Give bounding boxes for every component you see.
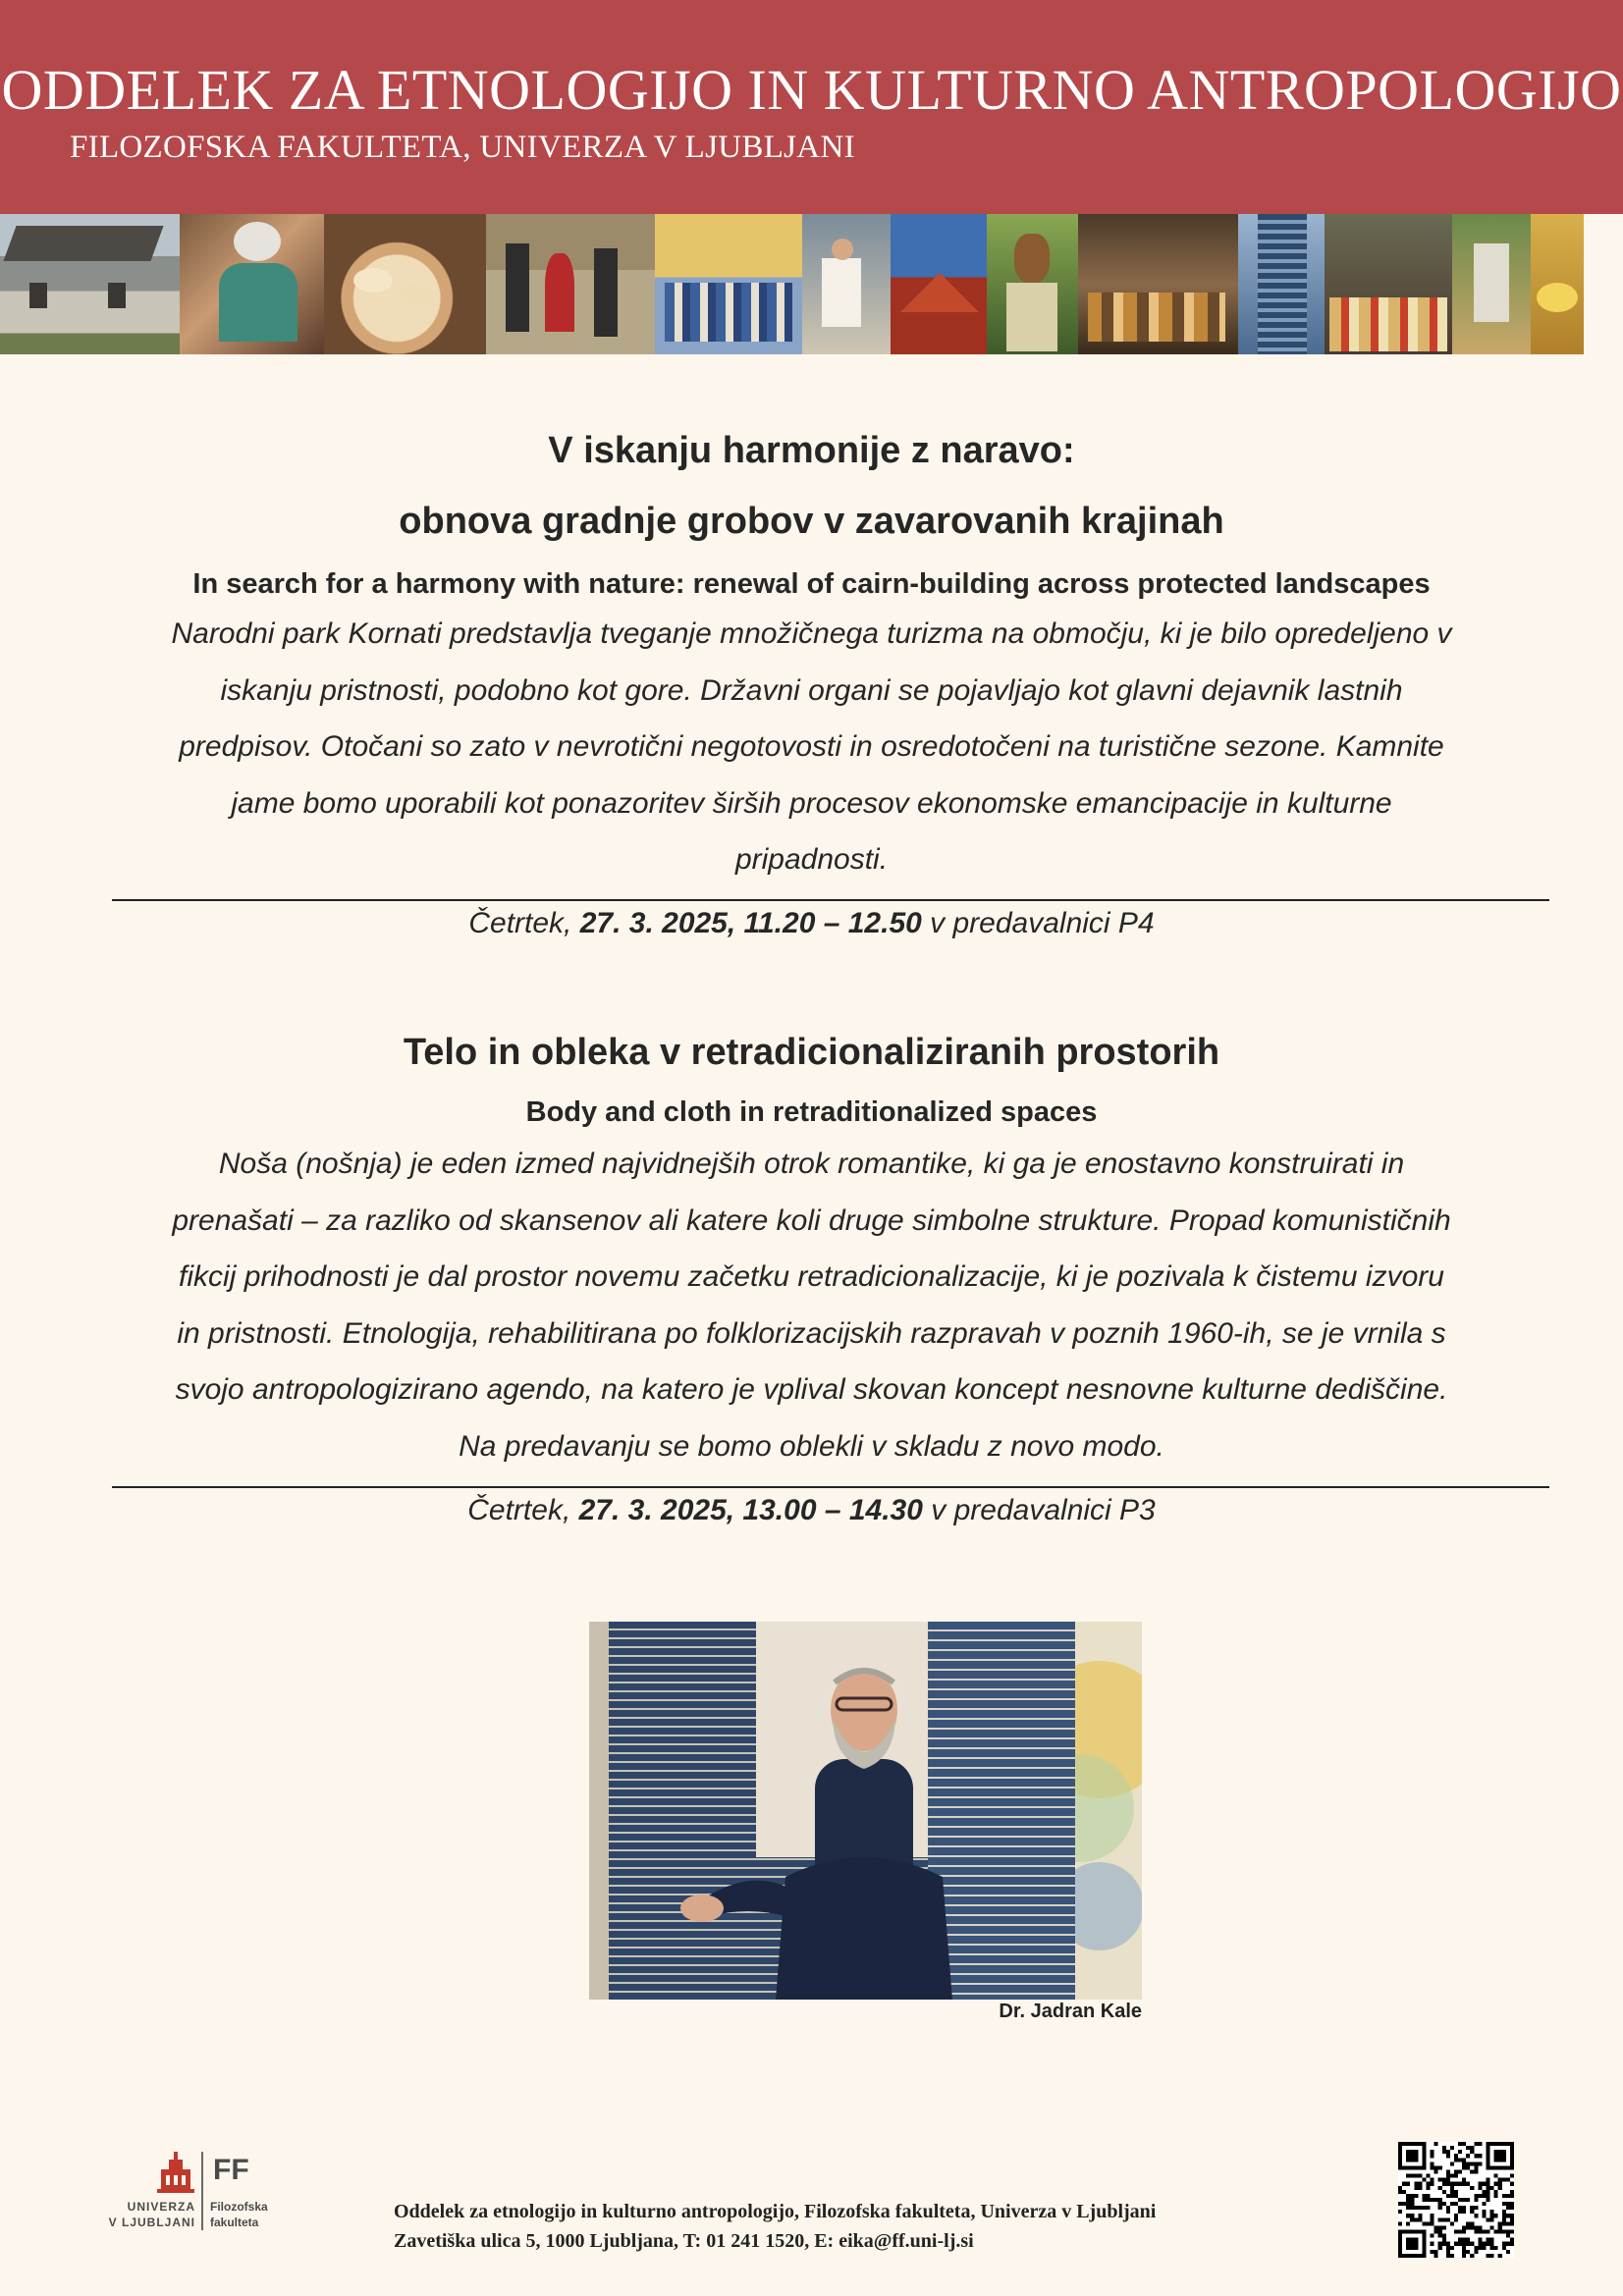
photo-musicians [802,214,891,354]
talk-1-day: Četrtek, [468,907,572,939]
footer-line-2: Zavetiška ulica 5, 1000 Ljubljana, T: 01 241 1520, E: eika@ff.uni-lj.si [394,2230,974,2252]
divider-talk-2 [112,1486,1549,1488]
photo-woman-headscarf [180,214,324,354]
abstract-line: fikcij prihodnosti je dal prostor novemu začetku retradicionalizacije, ki je pozivala k čistemu izvoru [179,1260,1444,1293]
logo-fakulteta-text: fakulteta [210,2216,259,2229]
talk-2-room: v predavalnici P3 [931,1494,1156,1526]
talk-2 [0,1017,1623,1474]
photo-carnival-mask [987,214,1078,354]
qr-code-icon[interactable] [1398,2142,1514,2258]
abstract-line: Na predavanju se bomo oblekli v skladu z novo modo. [459,1429,1164,1463]
photo-red-building [891,214,987,354]
speaker-caption: Dr. Jadran Kale [999,2001,1142,2022]
photo-dumplings [324,214,486,354]
photo-folk-dancers [486,214,655,354]
talk-2-schedule [0,1494,1623,1527]
logo-filozofska-text: Filozofska [210,2200,268,2214]
talk-1-schedule [0,907,1623,940]
talk-2-datetime: 27. 3. 2025, 13.00 – 14.30 [578,1494,923,1526]
abstract-line: pripadnosti. [734,843,889,876]
abstract-line: jame bomo uporabili kot ponazoritev širših procesov ekonomske emancipacije in kulturne [231,786,1392,820]
photo-stone-house [0,214,180,354]
talk-1-abstract [0,606,1623,888]
talk-1-title-line-2: obnova gradnje grobov v zavarovanih krajinah [399,501,1224,542]
talk-1-title-line-1: V iskanju harmonije z naravo: [548,430,1075,471]
abstract-line: predpisov. Otočani so zato v nevrotični negotovosti in osredotočeni na turistične sezone. Kamnite [179,730,1444,763]
talk-1-room: v predavalnici P4 [930,907,1155,939]
talk-1-datetime: 27. 3. 2025, 11.20 – 12.50 [579,907,922,939]
abstract-line: in pristnosti. Etnologija, rehabilitirana po folklorizacijskih razpravah v poznih 1960-ih, se je vrnila s [177,1316,1446,1350]
photo-cheese [1531,214,1584,354]
abstract-line: Noša (nošnja) je eden izmed najvidnejših otrok romantike, ki ga je enostavno konstruirati in [218,1148,1405,1180]
talk-1 [0,415,1623,888]
footer-contact [394,2197,1156,2256]
talk-2-day: Četrtek, [467,1494,571,1526]
photo-strip [0,214,1623,354]
talk-2-english-title: Body and cloth in retraditionalized spaces [525,1096,1098,1128]
department-title: ODDELEK ZA ETNOLOGIJO IN KULTURNO ANTROPOLOGIJO [1,58,1622,122]
abstract-line: prenašati – za razliko od skansenov ali katere koli druge simbolne strukture. Propad komunističnih [172,1203,1451,1237]
divider-talk-1 [112,899,1549,901]
talk-2-abstract [0,1136,1623,1474]
talk-2-title: Telo in obleka v retradicionaliziranih prostorih [403,1032,1220,1073]
photo-market-crowd [1078,214,1238,354]
logo-ljubljani-text: V LJUBLJANI [108,2216,195,2229]
faculty-subtitle: FILOZOFSKA FAKULTETA, UNIVERZA V LJUBLJANI [70,130,855,165]
faculty-logo [98,2148,295,2256]
logo-univerza-text: UNIVERZA [127,2200,195,2214]
photo-skyscraper [1238,214,1325,354]
abstract-line: Narodni park Kornati predstavlja tveganje množičnega turizma na območju, ki je bilo opredeljeno v [171,617,1452,650]
abstract-line: iskanju pristnosti, podobno kot gore. Državni organi se pojavljajo kot glavni dejavnik lastnih [220,673,1403,707]
talk-1-english-title: In search for a harmony with nature: renewal of cairn-building across protected landscapes [192,568,1431,600]
photo-crowd-square [655,214,802,354]
abstract-line: svojo antropologizirano agendo, na katero je vplival skovan koncept nesnovne kulturne dediščine. [175,1373,1448,1406]
photo-vendor [1452,214,1531,354]
header-banner [0,0,1623,214]
footer-line-1: Oddelek za etnologijo in kulturno antropologijo, Filozofska fakulteta, Univerza v Ljubljani [394,2201,1157,2222]
logo-ff-text: FF [213,2154,249,2186]
photo-food-market [1325,214,1452,354]
speaker-photo [589,1622,1142,2000]
